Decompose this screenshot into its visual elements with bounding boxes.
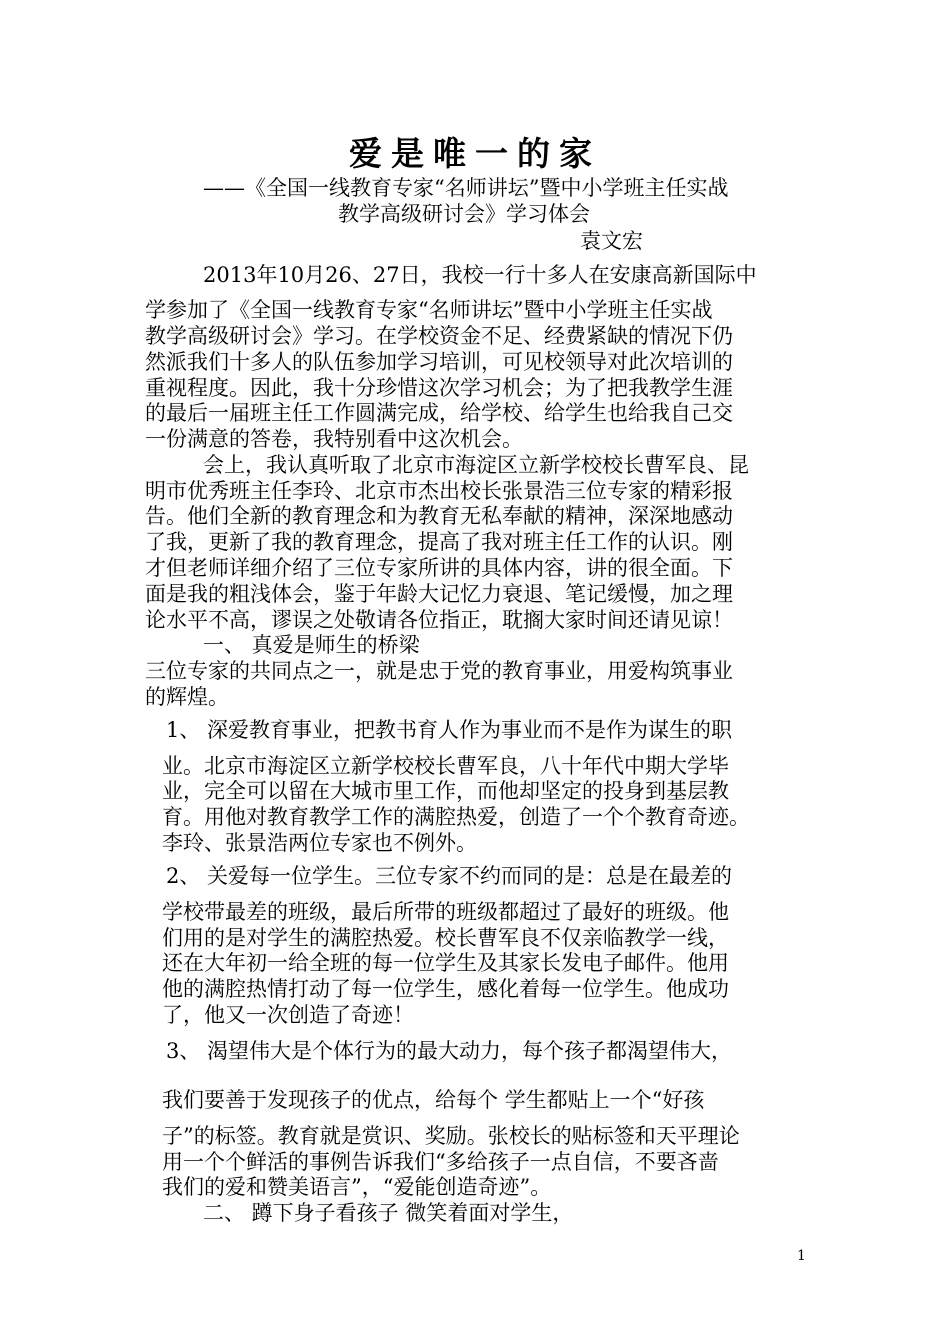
document-title: 爱是唯一的家 [349, 134, 601, 173]
body-line: 教学高级研讨会》学习。在学校资金不足、经费紧缺的情况下仍 [145, 324, 733, 348]
body-line: 业，完全可以留在大城市里工作，而他却坚定的投身到基层教 [162, 779, 729, 803]
body-line: 还在大年初一给全班的每一位学生及其家长发电子邮件。他用 [162, 951, 729, 975]
body-line: 面是我的粗浅体会，鉴于年龄大记忆力衰退、笔记缓慢，加之理 [145, 582, 733, 606]
body-line: 的辉煌。 [145, 685, 229, 709]
body-line: 会上，我认真听取了北京市海淀区立新学校校长曹军良、昆 [203, 453, 749, 477]
subtitle-line-2: 教学高级研讨会》学习体会 [338, 202, 590, 226]
body-line: 李玲、张景浩两位专家也不例外。 [162, 831, 477, 855]
body-line: 学参加了《全国一线教育专家“名师讲坛”暨中小学班主任实战 [145, 298, 713, 322]
body-line: 我们的爱和赞美语言”，“爱能创造奇迹”。 [162, 1175, 552, 1199]
list-item-3: 3、 渴望伟大是个体行为的最大动力，每个孩子都渴望伟大， [166, 1039, 733, 1063]
body-line: 然派我们十多人的队伍参加学习培训，可见校领导对此次培训的 [145, 350, 733, 374]
subtitle-line-1: ——《全国一线教育专家“名师讲坛”暨中小学班主任实战 [203, 176, 729, 200]
body-line: 的最后一届班主任工作圆满完成，给学校、给学生也给我自己交 [145, 401, 733, 425]
body-line: 育。用他对教育教学工作的满腔热爱，创造了一个个教育奇迹。 [162, 805, 750, 829]
body-line: 了我，更新了我的教育理念，提高了我对班主任工作的认识。刚 [145, 530, 733, 554]
body-line: 重视程度。因此，我十分珍惜这次学习机会；为了把我教学生涯 [145, 376, 733, 400]
body-line: 2013年10月26、27日，我校一行十多人在安康高新国际中 [203, 263, 757, 287]
list-item-1: 1、 深爱教育事业，把教书育人作为事业而不是作为谋生的职 [166, 718, 733, 742]
body-line: 子”的标签。教育就是赏识、奖励。张校长的贴标签和天平理论 [162, 1124, 740, 1148]
page-number: 1 [797, 1248, 806, 1264]
author-name: 袁文宏 [580, 229, 643, 253]
body-line: 我们要善于发现孩子的优点，给每个 学生都贴上一个“好孩 [162, 1088, 705, 1112]
body-line: 才但老师详细介绍了三位专家所讲的具体内容，讲的很全面。下 [145, 556, 733, 580]
body-line: 业。北京市海淀区立新学校校长曹军良，八十年代中期大学毕 [162, 754, 729, 778]
section-heading-2: 二、 蹲下身子看孩子 微笑着面对学生， [203, 1201, 574, 1225]
body-line: 们用的是对学生的满腔热爱。校长曹军良不仅亲临教学一线， [162, 926, 729, 950]
body-line: 论水平不高，谬误之处敬请各位指正，耽搁大家时间还请见谅！ [145, 608, 733, 632]
list-item-2: 2、 关爱每一位学生。三位专家不约而同的是：总是在最差的 [166, 864, 733, 888]
body-line: 了，他又一次创造了奇迹！ [162, 1003, 414, 1027]
body-line: 一份满意的答卷，我特别看中这次机会。 [145, 427, 523, 451]
body-line: 明市优秀班主任李玲、北京市杰出校长张景浩三位专家的精彩报 [145, 479, 733, 503]
section-heading-1: 一、 真爱是师生的桥梁 [203, 633, 420, 657]
body-line: 三位专家的共同点之一，就是忠于党的教育事业，用爱构筑事业 [145, 659, 733, 683]
body-line: 他的满腔热情打动了每一位学生，感化着每一位学生。他成功 [162, 977, 729, 1001]
body-line: 学校带最差的班级，最后所带的班级都超过了最好的班级。他 [162, 900, 729, 924]
body-line: 用一个个鲜活的事例告诉我们“多给孩子一点自信，不要吝啬 [162, 1150, 719, 1174]
body-line: 告。他们全新的教育理念和为教育无私奉献的精神，深深地感动 [145, 504, 733, 528]
